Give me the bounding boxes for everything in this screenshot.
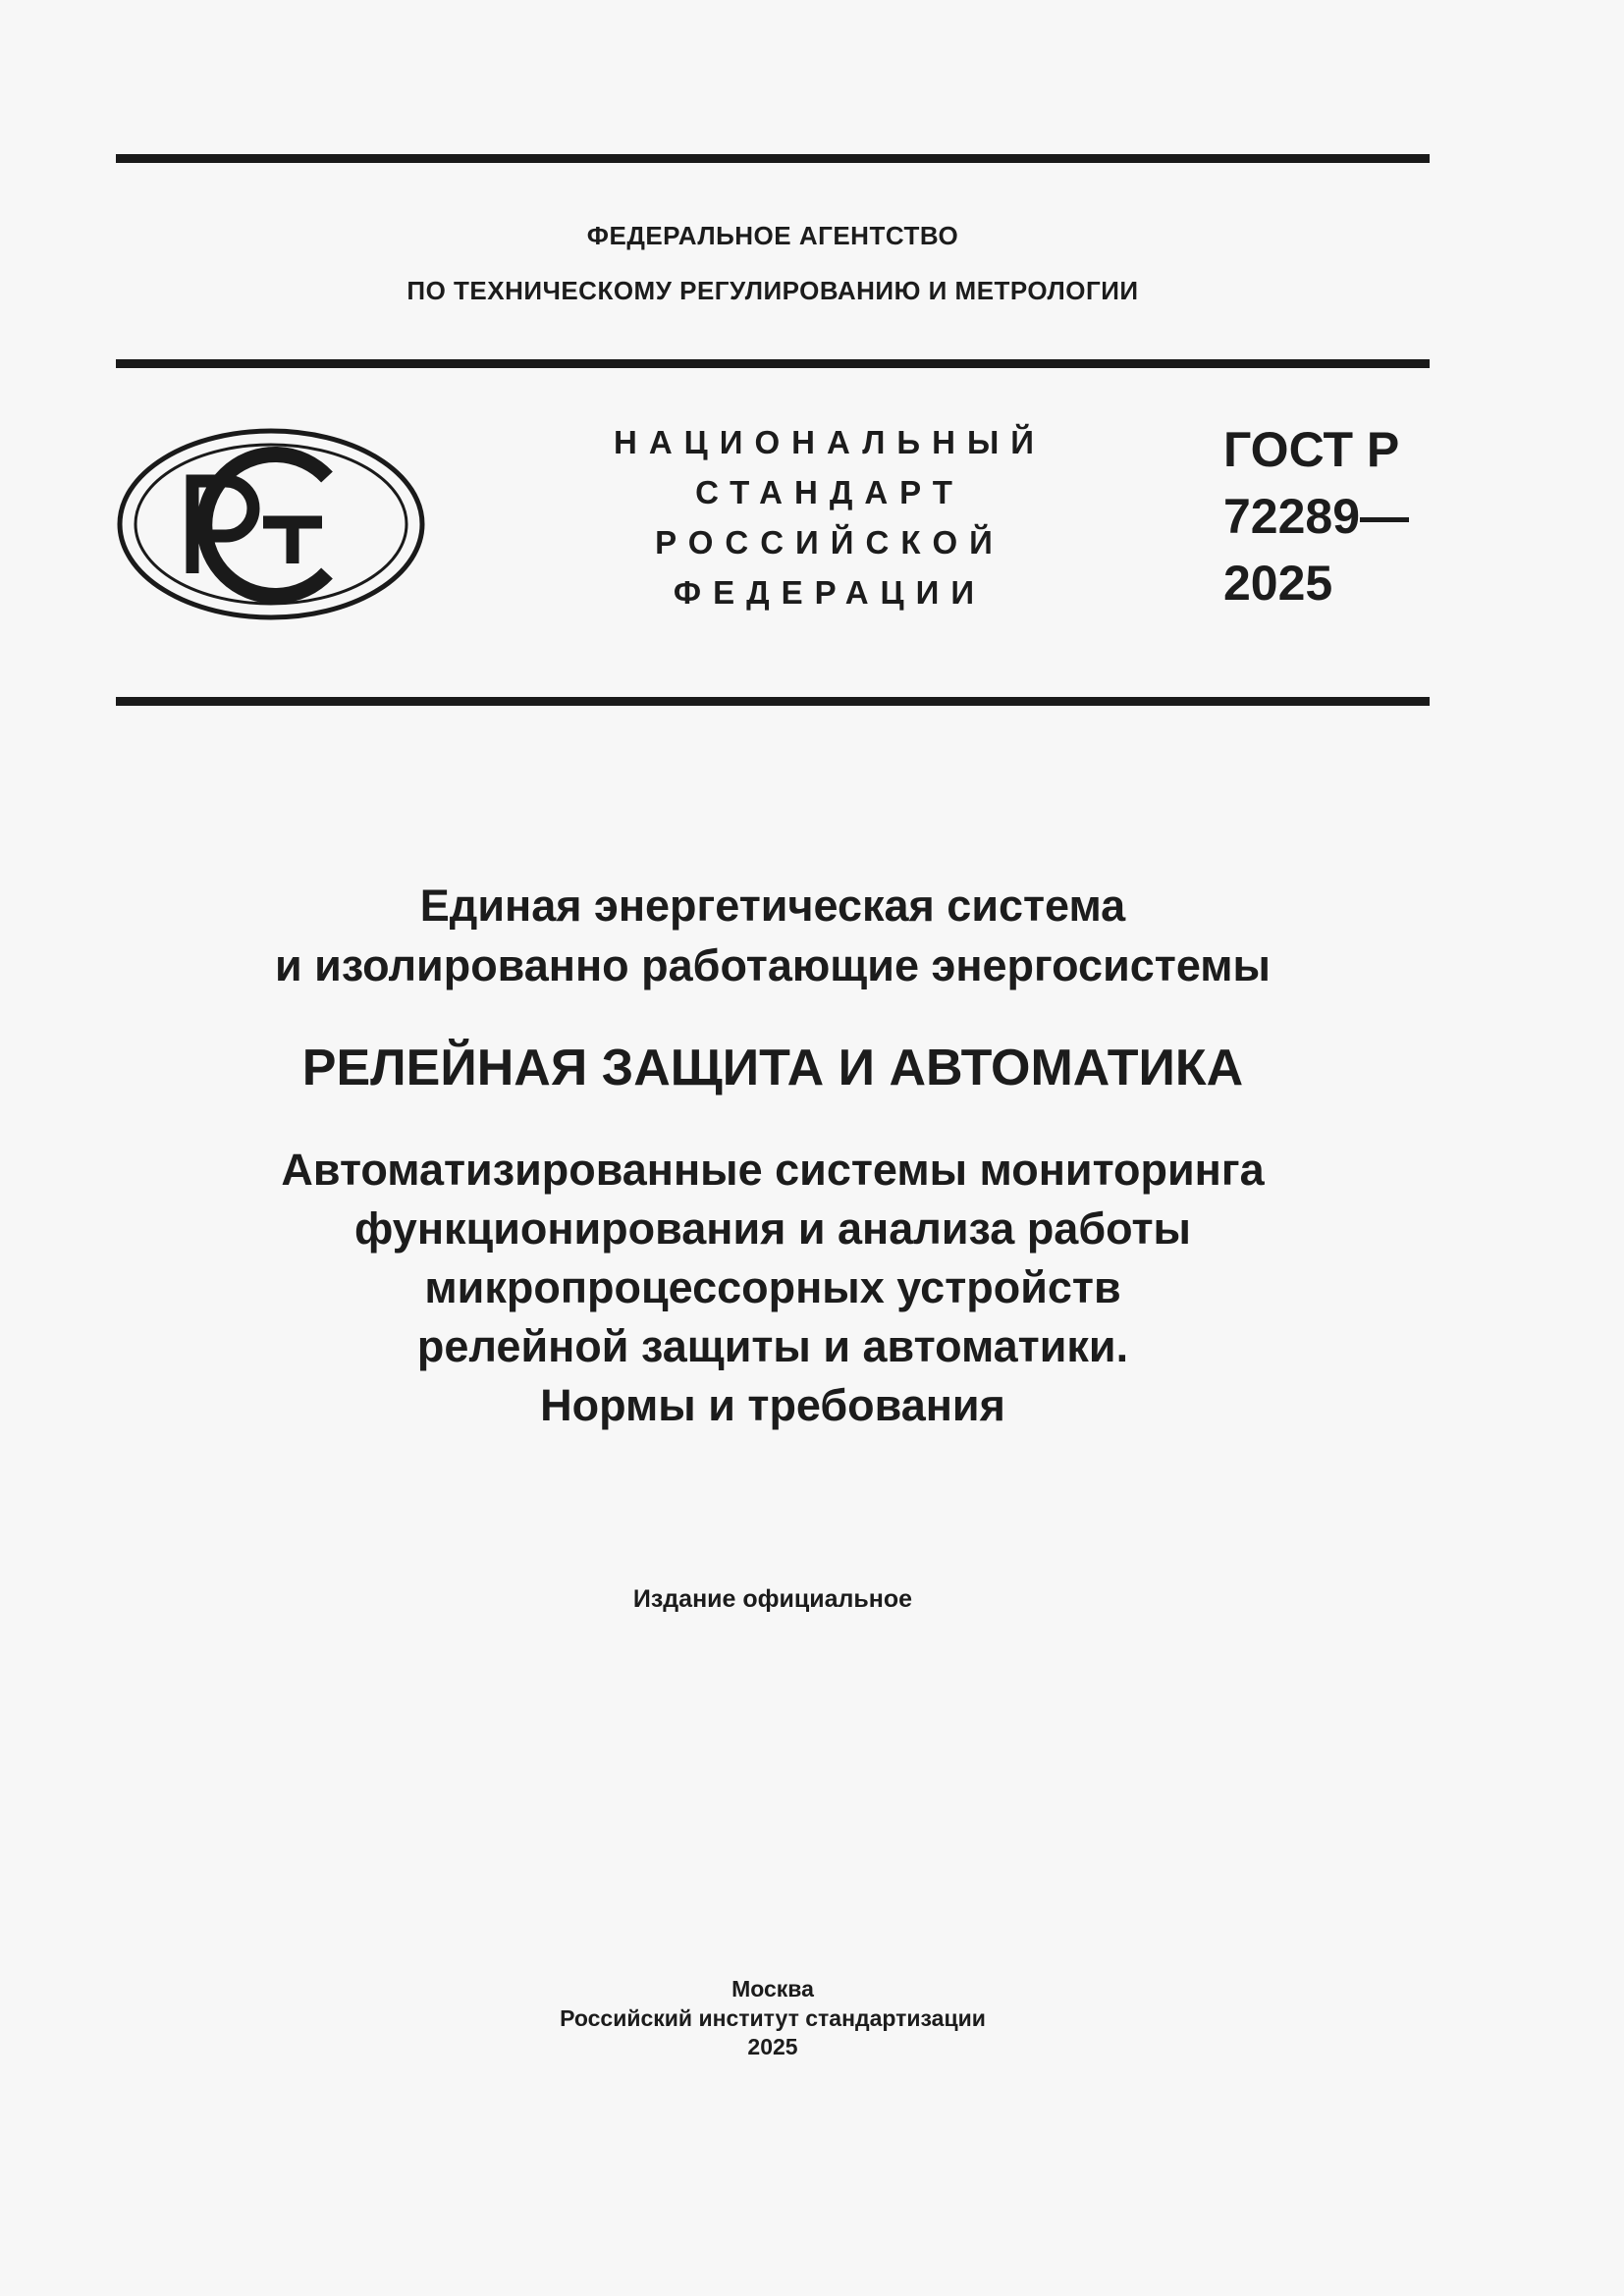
document-description-line-3: микропроцессорных устройств xyxy=(424,1262,1121,1312)
standard-type-line-1: НАЦИОНАЛЬНЫЙ xyxy=(614,424,1046,460)
document-subtitle-line-1: Единая энергетическая система xyxy=(419,881,1126,931)
standard-designation-prefix: ГОСТ Р xyxy=(1223,422,1400,477)
footer-publisher: Российский институт стандартизации xyxy=(560,2005,986,2031)
document-subtitle-line-2: и изолированно работающие энергосистемы xyxy=(275,940,1271,990)
footer-city: Москва xyxy=(731,1976,814,2002)
agency-name-line-1: ФЕДЕРАЛЬНОЕ АГЕНТСТВО xyxy=(586,221,959,250)
document-description-line-4: релейной защиты и автоматики. xyxy=(416,1321,1129,1371)
rst-certification-mark-icon xyxy=(116,426,426,622)
standard-designation-number: 72289— xyxy=(1223,489,1410,544)
top-divider xyxy=(116,154,1430,163)
agency-name-line-2: ПО ТЕХНИЧЕСКОМУ РЕГУЛИРОВАНИЮ И МЕТРОЛОГИИ xyxy=(406,276,1139,305)
standard-designation-year: 2025 xyxy=(1223,556,1333,611)
header-divider xyxy=(116,359,1430,368)
standard-type-line-4: ФЕДЕРАЦИИ xyxy=(673,574,987,611)
document-description-line-2: функционирования и анализа работы xyxy=(354,1203,1191,1254)
standard-type-line-2: СТАНДАРТ xyxy=(695,474,964,510)
document-description-line-1: Автоматизированные системы мониторинга xyxy=(281,1145,1265,1195)
footer-year: 2025 xyxy=(747,2034,798,2059)
standard-type-line-3: РОССИЙСКОЙ xyxy=(655,524,1004,561)
document-main-title: РЕЛЕЙНАЯ ЗАЩИТА И АВТОМАТИКА xyxy=(301,1040,1244,1096)
edition-note: Издание официальное xyxy=(632,1585,913,1613)
document-description-line-5: Нормы и требования xyxy=(540,1380,1005,1430)
section-divider xyxy=(116,697,1430,706)
